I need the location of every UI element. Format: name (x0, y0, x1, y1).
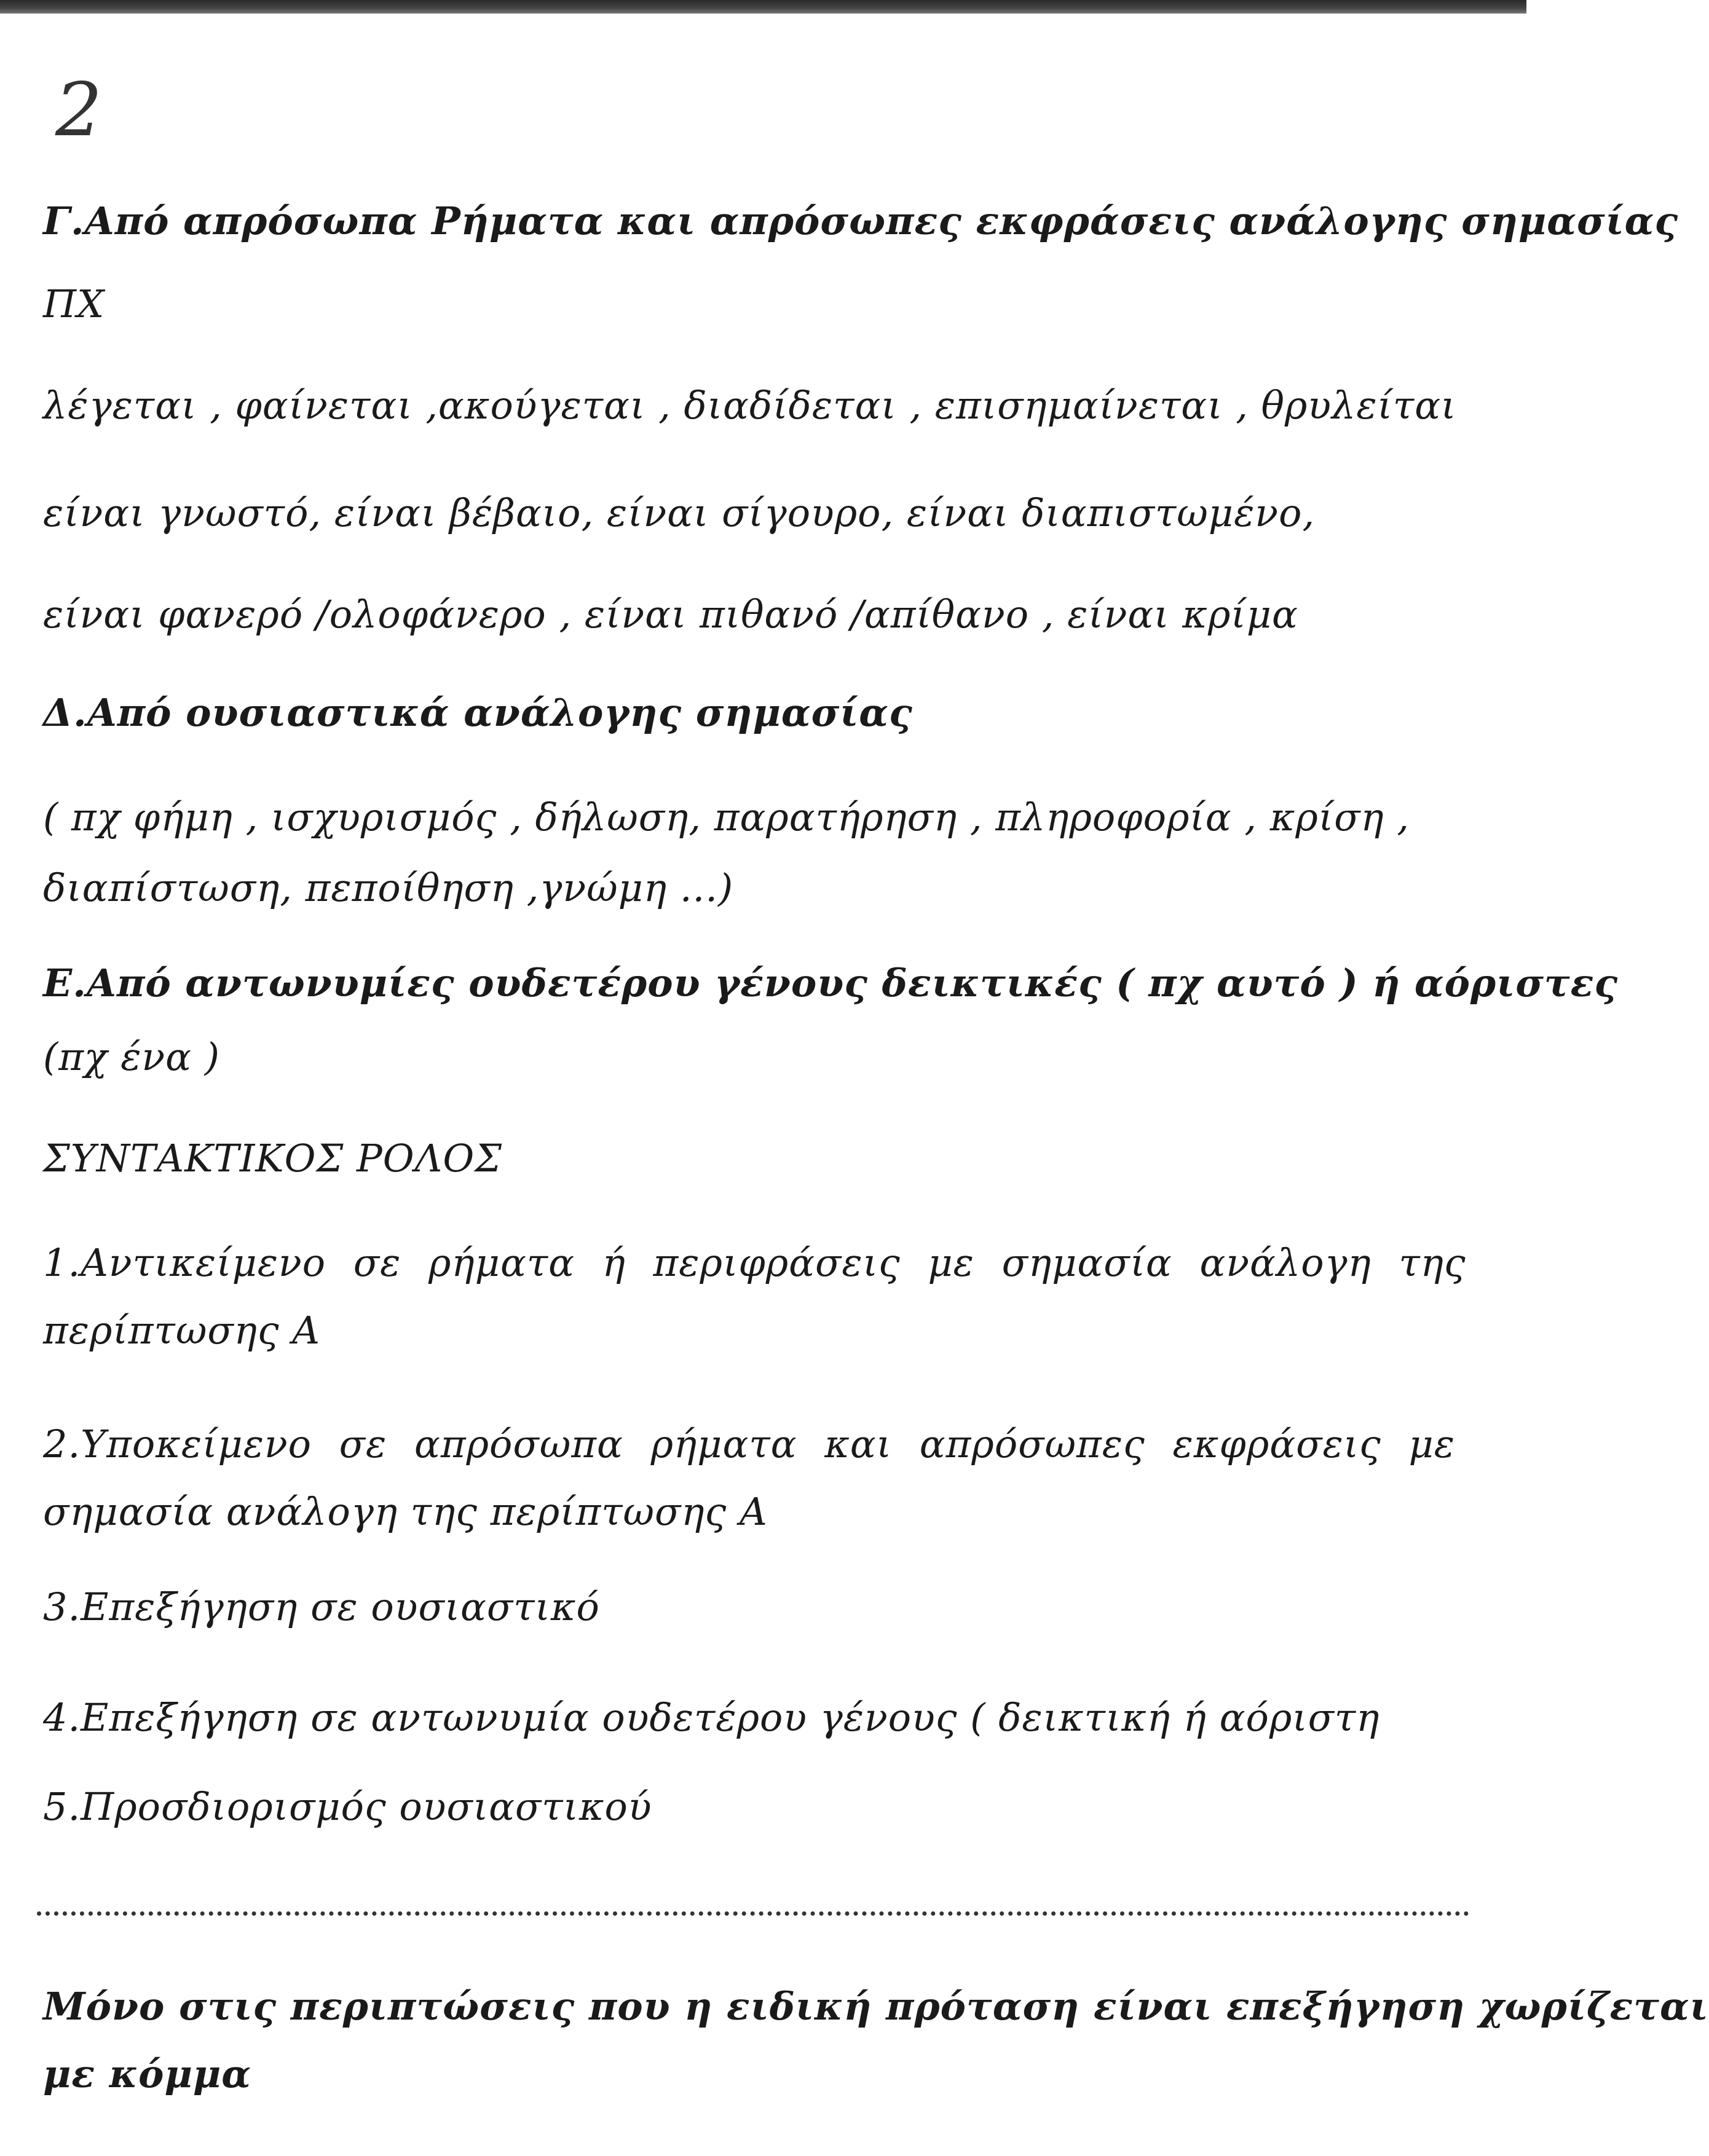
heading-delta: Δ.Από ουσιαστικά ανάλογης σημασίας (43, 690, 913, 735)
note-line: Μόνο στις περιπτώσεις που η ειδική πρόταση είναι επεξήγηση χωρίζεται (43, 1984, 1709, 2029)
scan-edge (0, 0, 1526, 14)
text-line: ( πχ φήμη , ισχυρισμός , δήλωση, παρατήρηση , πληροφορία , κρίση , (43, 795, 1410, 840)
text-line: είναι φανερό /ολοφάνερο , είναι πιθανό /απίθανο , είναι κρίμα (43, 592, 1298, 637)
section-title: ΣΥΝΤΑΚΤΙΚΟΣ ΡΟΛΟΣ (43, 1136, 502, 1181)
text-line: ΠΧ (43, 281, 105, 326)
note-line: με κόμμα (43, 2052, 251, 2096)
text-line: διαπίστωση, πεποίθηση ,γνώμη ...) (43, 865, 734, 910)
dotted-divider (37, 1911, 1469, 1916)
heading-gamma: Γ.Από απρόσωπα Ρήματα και απρόσωπες εκφράσεις ανάλογης σημασίας (43, 199, 1679, 243)
heading-epsilon: Ε.Από αντωνυμίες ουδετέρου γένους δεικτικές ( πχ αυτό ) ή αόριστες (43, 961, 1619, 1005)
list-item: 3.Επεξήγηση σε ουσιαστικό (43, 1584, 600, 1629)
list-item: 1.Αντικείμενο σε ρήματα ή περιφράσεις με σημασία ανάλογη της (43, 1240, 1466, 1285)
list-item: 5.Προσδιορισμός ουσιαστικού (43, 1784, 652, 1829)
text-line: σημασία ανάλογη της περίπτωσης Α (43, 1489, 768, 1534)
text-line: λέγεται , φαίνεται ,ακούγεται , διαδίδεται , επισημαίνεται , θρυλείται (43, 383, 1457, 428)
list-item: 4.Επεξήγηση σε αντωνυμία ουδετέρου γένους ( δεικτική ή αόριστη (43, 1695, 1380, 1740)
list-item: 2.Υποκείμενο σε απρόσωπα ρήματα και απρόσωπες εκφράσεις με (43, 1422, 1456, 1466)
text-line: (πχ ένα ) (43, 1034, 220, 1079)
page-number: 2 (55, 68, 103, 153)
text-line: περίπτωσης Α (43, 1308, 321, 1353)
text-line: είναι γνωστό, είναι βέβαιο, είναι σίγουρο, είναι διαπιστωμένο, (43, 490, 1316, 535)
